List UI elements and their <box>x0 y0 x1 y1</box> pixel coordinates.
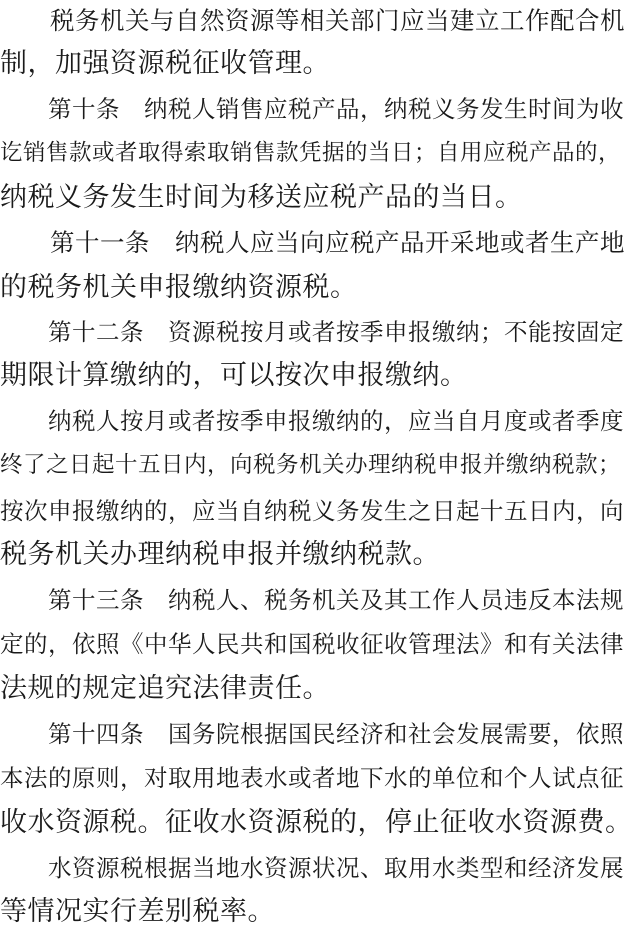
text-line: 纳税义务发生时间为移送应税产品的当日。 <box>0 182 523 213</box>
text-line: 纳税人按月或者按季申报缴纳的，应当自月度或者季度 <box>0 407 624 435</box>
text-line: 法规的规定追究法律责任。 <box>0 673 330 704</box>
text-line: 第十条 纳税人销售应税产品，纳税义务发生时间为收 <box>0 95 624 123</box>
text-line: 第十四条 国务院根据国民经济和社会发展需要，依照 <box>0 720 624 748</box>
text-line: 制，加强资源税征收管理。 <box>0 48 330 79</box>
text-line: 收水资源税。征收水资源税的，停止征收水资源费。 <box>0 807 633 838</box>
text-line: 水资源税根据当地水资源状况、取用水类型和经济发展 <box>0 854 624 882</box>
text-line: 税务机关与自然资源等相关部门应当建立工作配合机 <box>0 6 625 35</box>
text-line: 期限计算缴纳的，可以按次申报缴纳。 <box>0 360 468 391</box>
text-line: 定的，依照《中华人民共和国税收征收管理法》和有关法律 <box>0 630 624 658</box>
text-line: 本法的原则，对取用地表水或者地下水的单位和个人试点征 <box>0 764 624 792</box>
text-line: 等情况实行差别税率。 <box>0 896 275 927</box>
text-line: 按次申报缴纳的，应当自纳税义务发生之日起十五日内，向 <box>0 497 624 525</box>
text-line: 终了之日起十五日内，向税务机关办理纳税申报并缴纳税款； <box>0 452 622 478</box>
text-line: 第十三条 纳税人、税务机关及其工作人员违反本法规 <box>0 586 624 614</box>
text-line: 讫销售款或者取得索取销售款凭据的当日；自用应税产品的， <box>0 140 622 166</box>
text-line: 税务机关办理纳税申报并缴纳税款。 <box>0 539 440 570</box>
text-line: 的税务机关申报缴纳资源税。 <box>0 272 358 303</box>
text-line: 第十一条 纳税人应当向应税产品开采地或者生产地 <box>0 228 625 257</box>
text-line: 第十二条 资源税按月或者按季申报缴纳；不能按固定 <box>0 318 624 346</box>
